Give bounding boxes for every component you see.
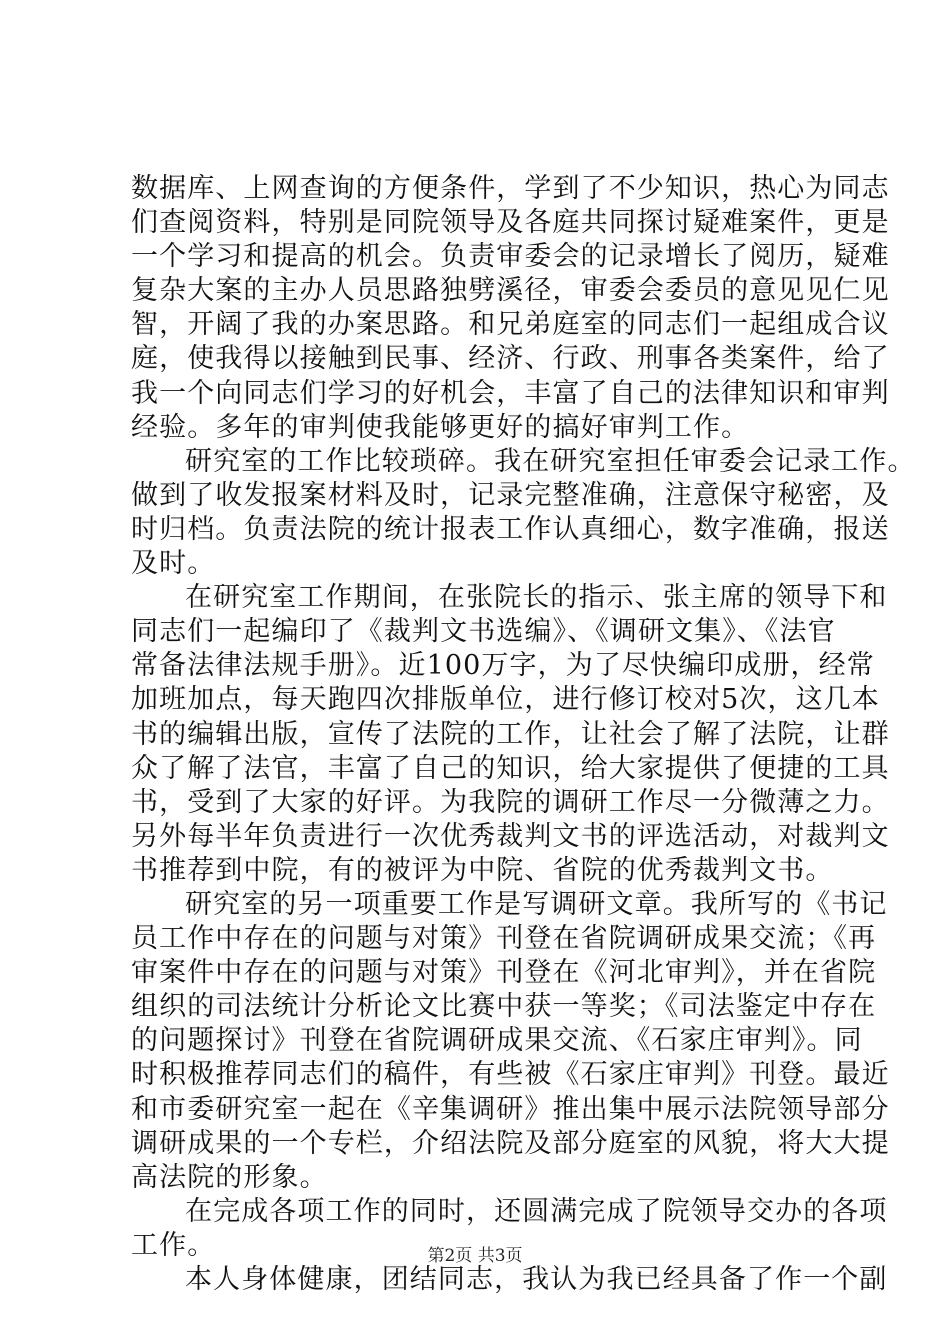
text-line: 书的编辑出版，宣传了法院的工作，让社会了解了法院，让群 bbox=[131, 718, 890, 750]
text-line: 经验。多年的审判使我能够更好的搞好审判工作。 bbox=[131, 411, 750, 443]
text-line: 员工作中存在的问题与对策》刊登在省院调研成果交流；《再 bbox=[131, 923, 877, 955]
text-line: 及时。 bbox=[131, 548, 216, 580]
page-footer: 第2页 共3页 bbox=[427, 1246, 523, 1266]
text-line: 众了解了法官，丰富了自己的知识，给大家提供了便捷的工具 bbox=[131, 752, 890, 784]
text-line: 书推荐到中院，有的被评为中院、省院的优秀裁判文书。 bbox=[131, 854, 834, 886]
text-line: 同志们一起编印了《裁判文书选编》、《调研文集》、《法官 bbox=[131, 616, 836, 648]
text-line: 在研究室工作期间，在张院长的指示、张主席的领导下和 bbox=[185, 582, 888, 614]
text-line: 研究室的工作比较琐碎。我在研究室担任审委会记录工作。 bbox=[185, 445, 916, 477]
text-line: 们查阅资料，特别是同院领导及各庭共同探讨疑难案件，更是 bbox=[131, 207, 890, 239]
text-line: 在完成各项工作的同时，还圆满完成了院领导交办的各项 bbox=[185, 1195, 888, 1227]
text-line: 时归档。负责法院的统计报表工作认真细心，数字准确，报送 bbox=[131, 513, 890, 545]
text-line: 时积极推荐同志们的稿件，有些被《石家庄审判》刊登。最近 bbox=[131, 1059, 890, 1091]
text-line: 本人身体健康，团结同志，我认为我已经具备了作一个副 bbox=[185, 1264, 888, 1295]
text-line: 调研成果的一个专栏，介绍法院及部分庭室的风貌，将大大提 bbox=[131, 1127, 890, 1159]
text-line: 我一个向同志们学习的好机会，丰富了自己的法律知识和审判 bbox=[131, 377, 890, 409]
text-line: 智，开阔了我的办案思路。和兄弟庭室的同志们一起组成合议 bbox=[131, 309, 890, 341]
text-line: 庭，使我得以接触到民事、经济、行政、刑事各类案件，给了 bbox=[131, 343, 890, 375]
text-line: 的问题探讨》刊登在省院调研成果交流、《石家庄审判》。同 bbox=[131, 1025, 863, 1057]
text-line: 复杂大案的主办人员思路独劈溪径，审委会委员的意见见仁见 bbox=[131, 275, 890, 307]
text-line: 审案件中存在的问题与对策》刊登在《河北审判》，并在省院 bbox=[131, 957, 877, 989]
text-line: 研究室的另一项重要工作是写调研文章。我所写的《书记 bbox=[185, 888, 888, 920]
text-line: 书，受到了大家的好评。为我院的调研工作尽一分微薄之力。 bbox=[131, 786, 890, 818]
text-line: 工作。 bbox=[131, 1229, 216, 1261]
text-line: 加班加点，每天跑四次排版单位，进行修订校对5次，这几本 bbox=[131, 684, 880, 716]
text-line: 做到了收发报案材料及时，记录完整准确，注意保守秘密，及 bbox=[131, 479, 890, 511]
text-line: 组织的司法统计分析论文比赛中获一等奖；《司法鉴定中存在 bbox=[131, 991, 877, 1023]
text-line: 高法院的形象。 bbox=[131, 1161, 328, 1193]
document-body bbox=[131, 172, 916, 1297]
text-line: 另外每半年负责进行一次优秀裁判文书的评选活动，对裁判文 bbox=[131, 820, 890, 852]
text-line: 常备法律法规手册》。近100万字，为了尽快编印成册，经常 bbox=[131, 650, 875, 682]
text-line: 一个学习和提高的机会。负责审委会的记录增长了阅历，疑难 bbox=[131, 241, 890, 273]
text-line: 和市委研究室一起在《辛集调研》推出集中展示法院领导部分 bbox=[131, 1093, 890, 1125]
text-line: 数据库、上网查询的方便条件，学到了不少知识，热心为同志 bbox=[131, 173, 890, 204]
